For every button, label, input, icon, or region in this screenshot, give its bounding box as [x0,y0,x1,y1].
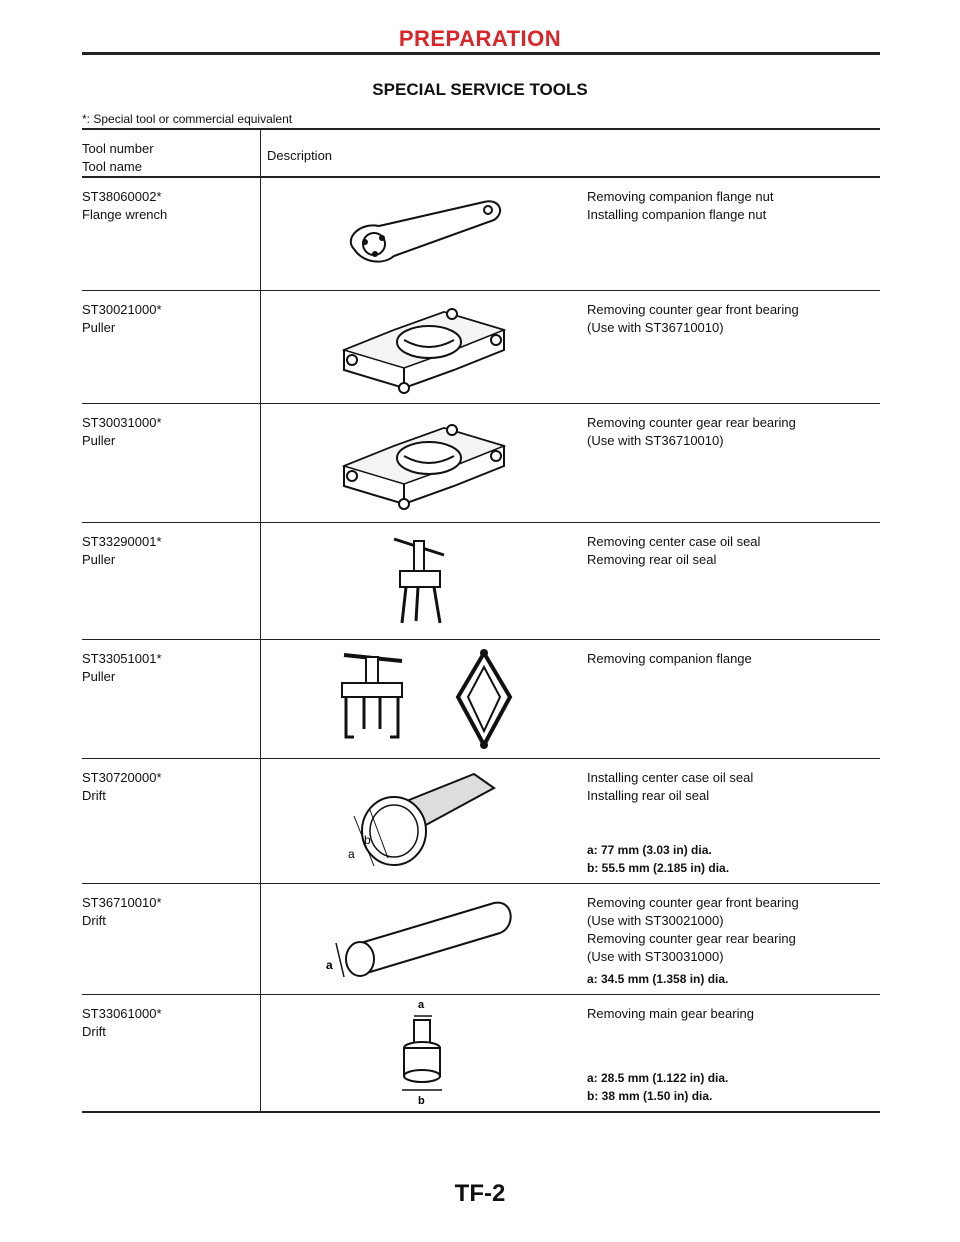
description-text [587,291,880,403]
section-title: SPECIAL SERVICE TOOLS [372,80,588,99]
description-line: Removing main gear bearing [587,1006,754,1021]
svg-text:a: a [348,847,355,861]
description-cell [261,884,881,995]
description-line: Removing center case oil seal [587,534,761,549]
table-row [82,995,880,1113]
dimension-notes [587,1069,728,1105]
description-line: (Use with ST30021000) [587,913,724,928]
svg-text:b: b [364,833,371,847]
description-line: Removing counter gear rear bearing [587,415,796,430]
header-title: PREPARATION [398,26,562,51]
description-text [587,640,880,758]
dimension-note: b: 55.5 mm (2.185 in) dia. [587,861,730,875]
seal-drift-icon [261,759,587,883]
tool-cell [82,523,261,640]
svg-text:a: a [418,999,425,1011]
seal-puller-icon [261,523,587,639]
tool-name: Flange wrench [82,207,168,222]
tool-name: Puller [82,552,116,567]
description-cell [261,177,881,291]
tool-cell [82,995,261,1113]
description-text [587,178,880,290]
table-header [82,129,880,177]
stepped-drift-icon [261,995,587,1111]
page-code: TF-2 [454,1180,506,1207]
table-row [82,759,880,884]
tool-cell [82,291,261,404]
description-line: Removing rear oil seal [587,552,717,567]
description-line: Installing companion flange nut [587,207,767,222]
tool-number: ST30720000* [82,770,162,785]
description-line: (Use with ST36710010) [587,320,724,335]
tool-table [82,128,880,1113]
description-line: Installing center case oil seal [587,770,754,785]
description-line: Installing rear oil seal [587,788,710,803]
tool-name: Puller [82,433,116,448]
description-text [587,995,880,1111]
header-rule [82,52,880,55]
tool-number: ST30031000* [82,415,162,430]
tool-name: Puller [82,320,116,335]
table-row [82,291,880,404]
tube-drift-icon [261,884,587,994]
flange-wrench-icon [261,178,587,290]
description-cell [261,523,881,640]
description-text [587,404,880,522]
dimension-notes [587,841,729,877]
tool-cell [82,759,261,884]
description-line: Removing counter gear front bearing [587,895,799,910]
tool-name: Drift [82,1024,106,1039]
table-row [82,404,880,523]
description-line: Removing companion flange nut [587,189,774,204]
description-cell [261,291,881,404]
description-line: Removing counter gear front bearing [587,302,799,317]
description-line: Removing counter gear rear bearing [587,931,796,946]
tool-number: ST33061000* [82,1006,162,1021]
tool-number: ST33290001* [82,534,162,549]
dimension-notes [587,970,728,988]
tool-cell [82,177,261,291]
tool-number: ST36710010* [82,895,162,910]
tool-name: Drift [82,788,106,803]
description-cell [261,404,881,523]
svg-text:a: a [326,957,333,972]
tool-number: ST38060002* [82,189,162,204]
footnote: *: Special tool or commercial equivalent [82,112,293,126]
header-tool-name: Tool name [82,159,142,174]
table-row [82,640,880,759]
tool-cell [82,404,261,523]
tool-number: ST30021000* [82,302,162,317]
table-row [82,884,880,995]
tool-name: Drift [82,913,106,928]
dimension-note: b: 38 mm (1.50 in) dia. [587,1089,713,1103]
table-row [82,177,880,291]
header-description: Description [261,129,881,177]
description-cell [261,995,881,1113]
tool-cell [82,884,261,995]
svg-text:b: b [418,1095,425,1107]
description-line: (Use with ST36710010) [587,433,724,448]
description-text [587,523,880,639]
dimension-note: a: 77 mm (3.03 in) dia. [587,843,712,857]
description-line: Removing companion flange [587,651,752,666]
dimension-note: a: 28.5 mm (1.122 in) dia. [587,1071,729,1085]
header-tool [82,129,261,177]
tool-number: ST33051001* [82,651,162,666]
description-text [587,884,880,994]
flange-puller-icon [261,640,587,758]
description-line: (Use with ST30031000) [587,949,724,964]
tool-name: Puller [82,669,116,684]
bearing-puller-icon [261,291,587,403]
tool-cell [82,640,261,759]
bearing-puller-icon [261,404,587,522]
header-tool-number: Tool number [82,141,154,156]
description-cell [261,759,881,884]
table-row [82,523,880,640]
description-cell [261,640,881,759]
dimension-note: a: 34.5 mm (1.358 in) dia. [587,972,729,986]
description-text [587,759,880,883]
